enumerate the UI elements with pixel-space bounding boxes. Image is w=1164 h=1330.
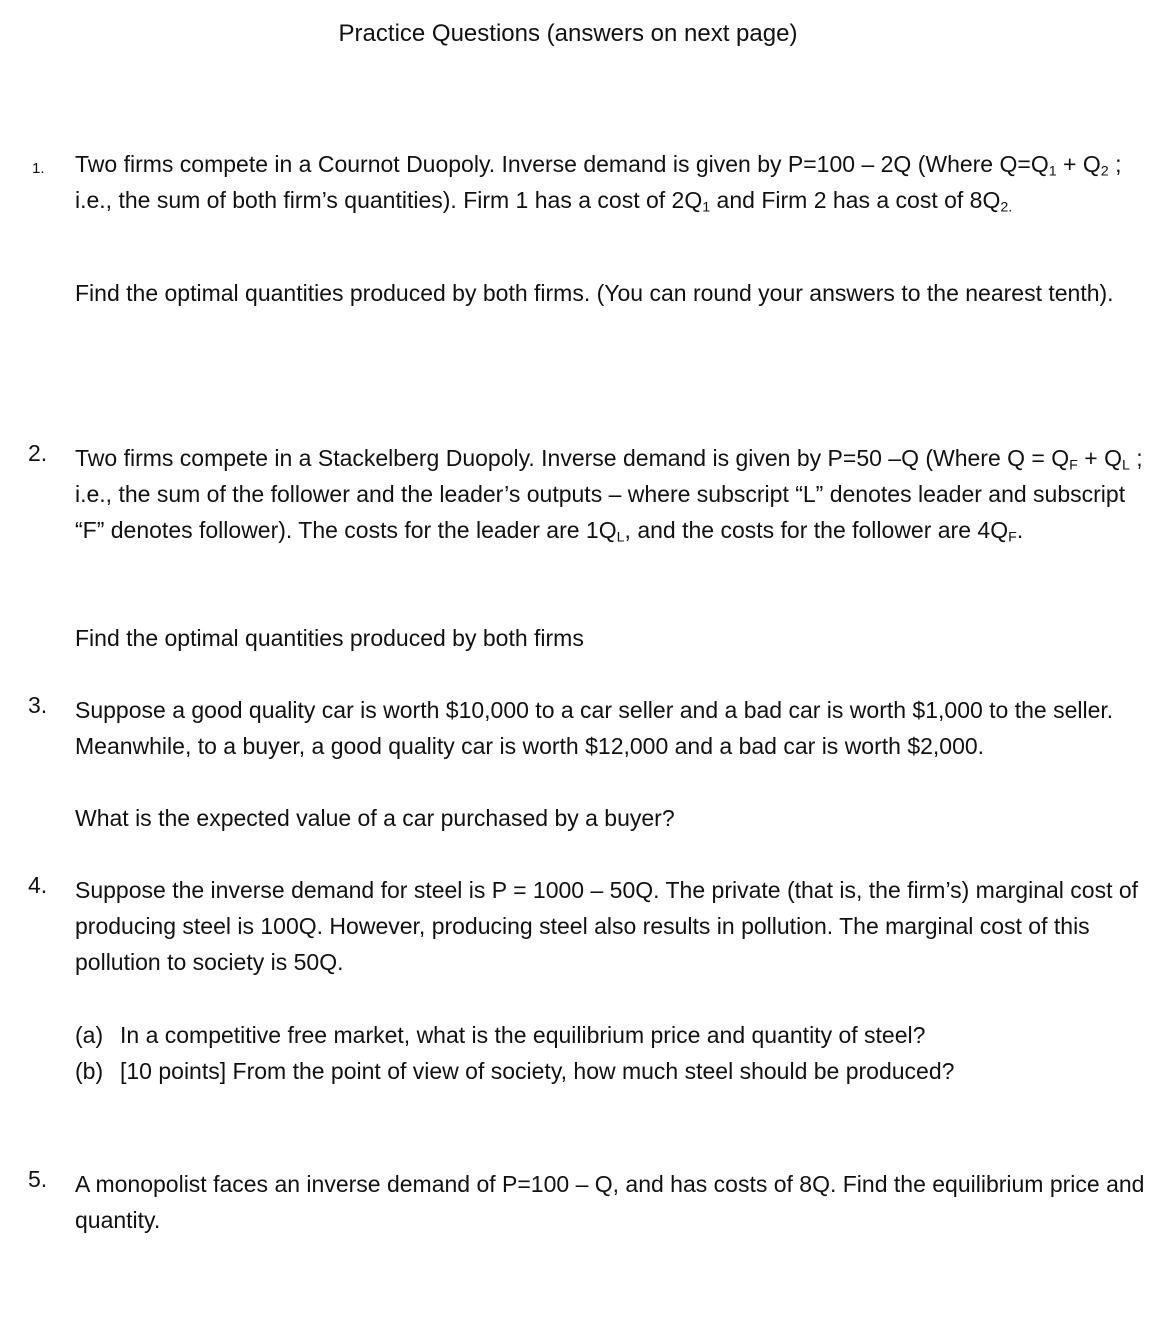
- part-b-label: (b): [75, 1058, 104, 1084]
- question-1-number: 1.: [32, 160, 45, 177]
- question-4-text: Suppose the inverse demand for steel is P = 1000 – 50Q. The private (that is, the firm’s) marginal cost of producing steel is 100Q. However, producing steel also results in pollution. The marginal cost of this pollution to society is 50Q.: [75, 877, 1139, 975]
- question-5-number: 5.: [28, 1166, 48, 1192]
- question-4-part-a: (a) In a competitive free market, what is the equilibrium price and quantity of steel?: [75, 1017, 1155, 1053]
- part-a-label: (a): [75, 1022, 104, 1048]
- question-4-part-b: (b) [10 points] From the point of view of society, how much steel should be produced?: [75, 1053, 1155, 1089]
- question-4-number: 4.: [28, 872, 48, 898]
- question-2-prompt: Find the optimal quantities produced by both firms: [75, 625, 584, 651]
- question-1-text: Two firms compete in a Cournot Duopoly. Inverse demand is given by P=100 – 2Q (Where $Q=Q_1 + Q_2$ ; i.e., the sum of both firm’s quantities). Firm 1 has a cost of $2Q_1$ and Firm 2 has a cost of $8Q_{2.}$: [75, 151, 1122, 216]
- question-5-text: A monopolist faces an inverse demand of P=100 – Q, and has costs of 8Q. Find the equilibrium price and quantity.: [75, 1171, 1145, 1233]
- question-3-prompt: What is the expected value of a car purchased by a buyer?: [75, 805, 675, 831]
- page-title: Practice Questions (answers on next page): [338, 20, 798, 47]
- question-2-text: Two firms compete in a Stackelberg Duopoly. Inverse demand is given by P=50 –Q (Where $Q = Q_F + Q_L$ ; i.e., the sum of the follower and the leader’s outputs – where subscript “L” denotes leader and subscript “F” denotes follower). The costs for the leader are $1Q_L$, and the costs for the follower are $4Q_F$.: [75, 445, 1143, 546]
- question-3-number: 3.: [28, 692, 48, 718]
- question-2-number: 2.: [28, 440, 48, 466]
- question-1-prompt: Find the optimal quantities produced by both firms. (You can round your answers to the nearest tenth).: [75, 280, 1114, 306]
- question-3-text: Suppose a good quality car is worth $10,000 to a car seller and a bad car is worth $1,000 to the seller. Meanwhile, to a buyer, a good quality car is worth $12,000 and a bad car is worth $2,000.: [75, 697, 1114, 759]
